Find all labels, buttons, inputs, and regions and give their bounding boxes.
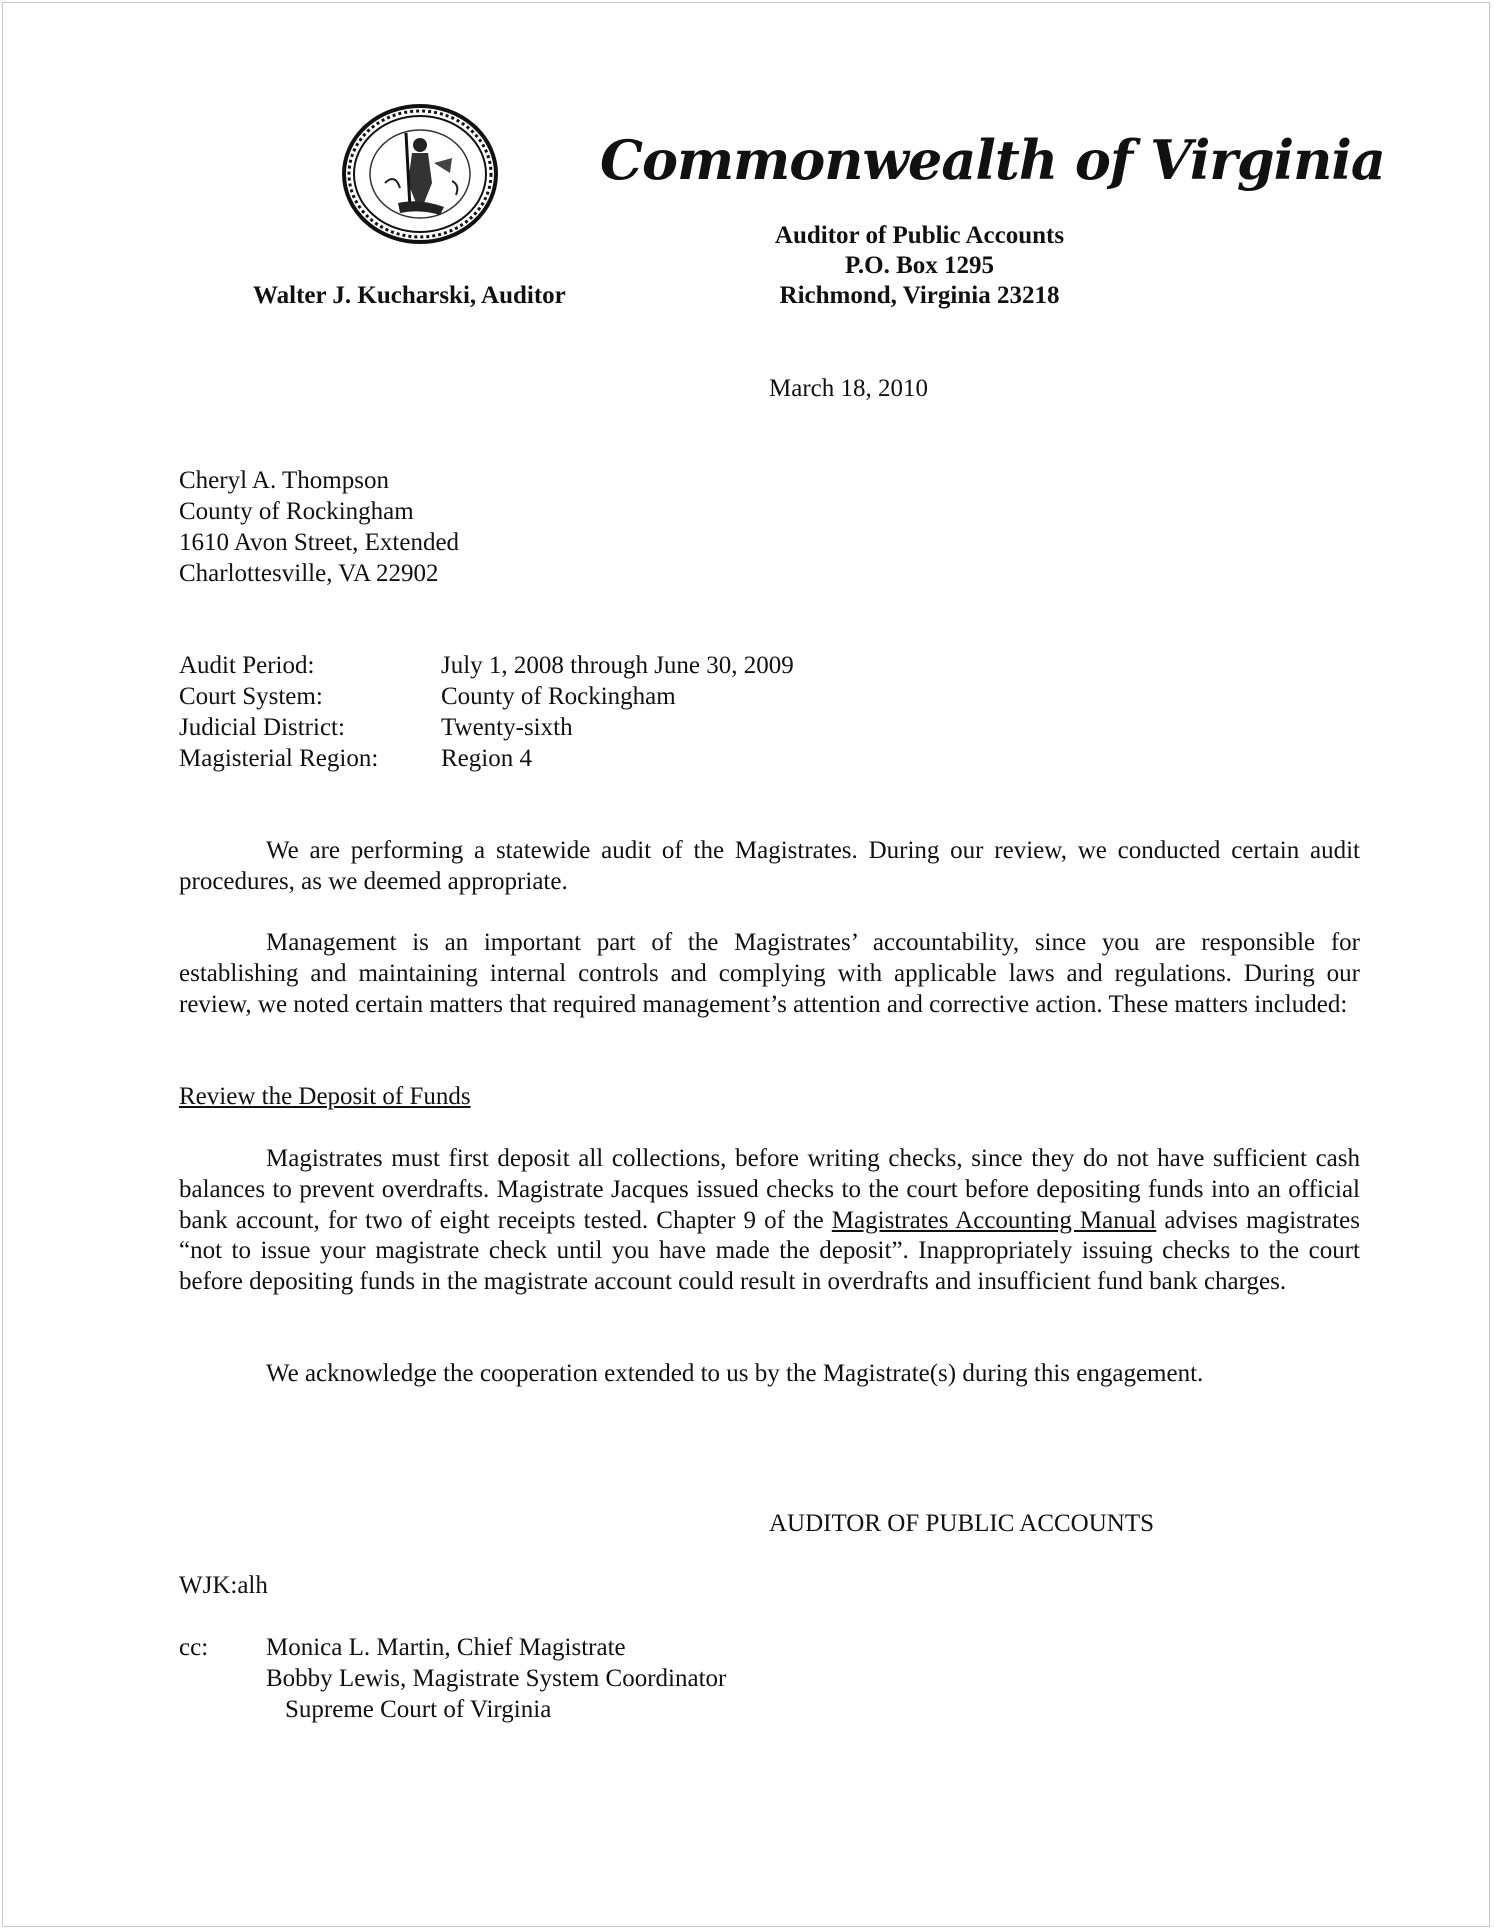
audit-info-row	[179, 713, 573, 744]
paragraph-deposit-text: Magistrates must first deposit all collections, before writing checks, since they do not have sufficient cash balances to prevent overdrafts. Magistrate Jacques issued checks to the court before depositing funds into an official bank account, for two of eight receipts tested. Chapter 9 of the	[179, 1145, 1360, 1234]
cc-line: Monica L. Martin, Chief Magistrate	[266, 1634, 626, 1661]
paragraph-management: Management is an important part of the Magistrates’ accountability, since you are responsible for establishing and maintaining internal controls and complying with applicable laws and regulations. During our review, we noted certain matters that required management’s attention and corrective action. These matters included:	[179, 929, 1360, 1018]
audit-info-label: Judicial District:	[179, 714, 345, 741]
audit-info-label: Court System:	[179, 683, 323, 710]
letter-date: March 18, 2010	[769, 375, 928, 402]
audit-info-value: County of Rockingham	[441, 683, 676, 710]
recipient-city: Charlottesville, VA 22902	[179, 560, 439, 587]
cc-line: Bobby Lewis, Magistrate System Coordinator	[266, 1665, 727, 1692]
cc-label: cc:	[179, 1634, 209, 1661]
signature-block: AUDITOR OF PUBLIC ACCOUNTS	[769, 1510, 1155, 1537]
recipient-county: County of Rockingham	[179, 498, 414, 525]
recipient-street: 1610 Avon Street, Extended	[179, 529, 460, 556]
office-name: Auditor of Public Accounts	[774, 222, 1065, 249]
cc-line: Supreme Court of Virginia	[285, 1696, 552, 1723]
audit-info-label: Magisterial Region:	[179, 745, 379, 772]
paragraph-deposit-text-2: advises magistrates “not to issue your magistrate check until you have made the deposit”. Inappropriately issuing checks to the court before depositing funds in the magistrate account could result in overdrafts and insufficient fund bank charges.	[179, 1206, 1361, 1296]
paragraph-intro: We are performing a statewide audit of the Magistrates. During our review, we conducted certain audit procedures, as we deemed appropriate.	[179, 837, 1360, 895]
audit-info-row	[179, 682, 676, 713]
audit-info-row	[179, 651, 794, 682]
auditor-name: Walter J. Kucharski, Auditor	[253, 282, 566, 309]
paragraph-deposit	[179, 1144, 1360, 1298]
audit-info-value: Region 4	[441, 745, 532, 772]
audit-info-value: Twenty-sixth	[441, 714, 573, 741]
initials: WJK:alh	[179, 1572, 268, 1599]
po-box: P.O. Box 1295	[844, 252, 995, 279]
manual-title: Magistrates Accounting Manual	[831, 1206, 1157, 1234]
office-city: Richmond, Virginia 23218	[779, 282, 1060, 309]
virginia-seal-icon	[340, 103, 500, 245]
audit-info-label: Audit Period:	[179, 652, 315, 679]
paragraph-acknowledgement: We acknowledge the cooperation extended to us by the Magistrate(s) during this engagement.	[266, 1360, 1204, 1387]
section-heading: Review the Deposit of Funds	[179, 1083, 471, 1110]
audit-info-value: July 1, 2008 through June 30, 2009	[441, 652, 794, 679]
recipient-name: Cheryl A. Thompson	[179, 467, 389, 494]
audit-info-row	[179, 744, 532, 775]
letterhead-title: Commonwealth of Virginia	[600, 128, 1385, 192]
